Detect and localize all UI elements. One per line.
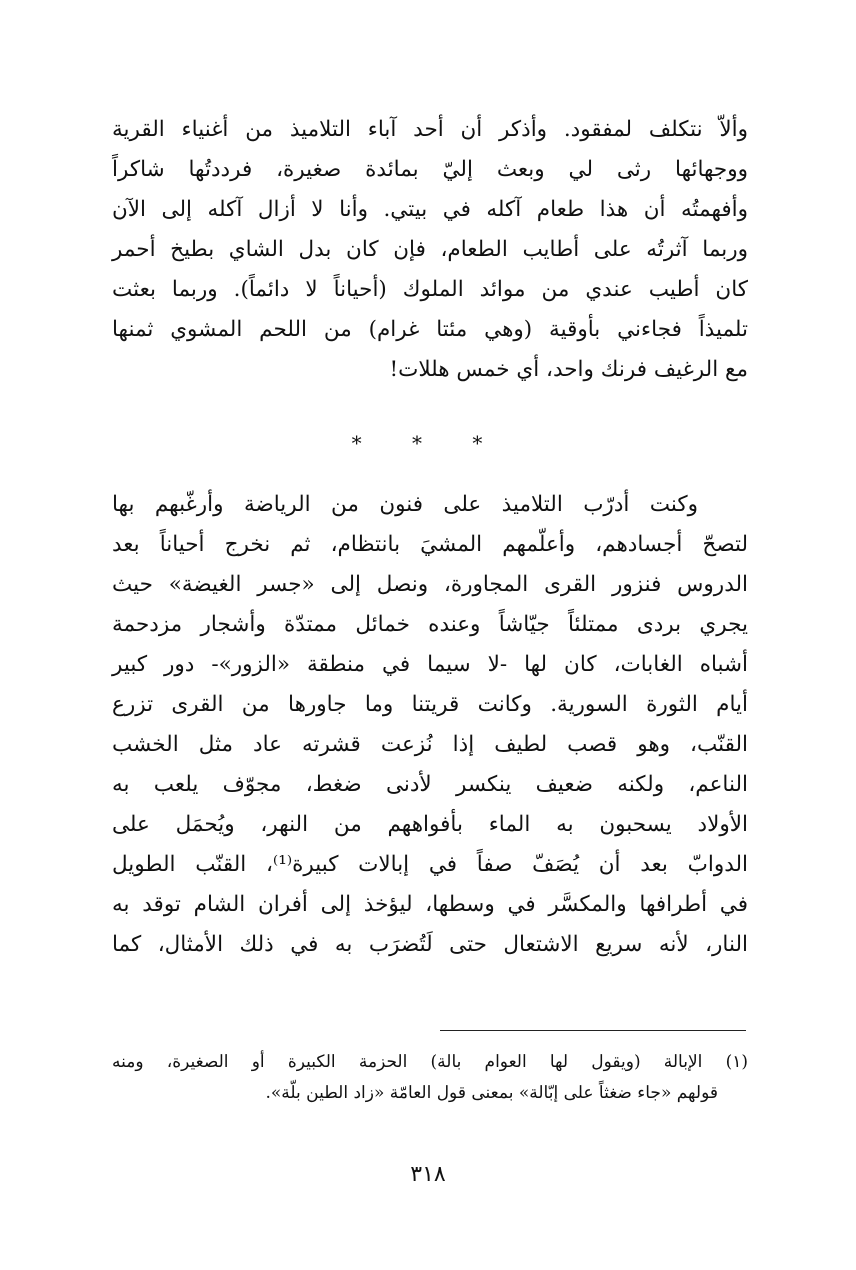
text-line: وكنت أدرّب التلاميذ على فنون من الرياضة وأرغّبهم بها [112, 492, 698, 517]
text-line: في أطرافها والمكسَّر في وسطها، ليؤخذ إلى أفران الشام توقد به [112, 892, 748, 917]
text-line: وأفهمتُه أن هذا طعام آكله في بيتي. وأنا لا أزال آكله إلى الآن [112, 197, 748, 222]
section-separator: * * * [351, 431, 505, 455]
text-line: وربما آثرتُه على أطايب الطعام، فإن كان بدل الشاي بطيخ أحمر [112, 237, 748, 262]
footnote-line: (١) الإبالة (ويقول لها العوام بالة) الحزمة الكبيرة أو الصغيرة، ومنه [112, 1052, 748, 1072]
paragraph-1 [112, 110, 748, 390]
text-line: الدوابّ بعد أن يُصَفّ صفاً في إبالات كبيرة⁽¹⁾، القنّب الطويل [112, 852, 749, 877]
paragraph-2 [112, 485, 748, 965]
text-line: كان أطيب عندي من موائد الملوك (أحياناً لا دائماً). وربما بعثت [112, 277, 748, 302]
text-line: أيام الثورة السورية. وكانت قريتنا وما جاورها من القرى تزرع [112, 692, 748, 717]
text-line: تلميذاً فجاءني بأوقية (وهي مئتا غرام) من اللحم المشوي ثمنها [112, 317, 748, 342]
text-line: مع الرغيف فرنك واحد، أي خمس هللات! [389, 357, 748, 382]
text-line: الدروس فنزور القرى المجاورة، ونصل إلى «جسر الغيضة» حيث [112, 572, 748, 597]
footnote-divider [440, 1030, 746, 1031]
text-line: وألاّ نتكلف لمفقود. وأذكر أن أحد آباء التلاميذ من أغنياء القرية [112, 117, 748, 142]
footnote-line: قولهم «جاء ضغثاً على إبّالة» بمعنى قول العامّة «زاد الطين بلّة». [265, 1083, 718, 1103]
text-line: الناعم، ولكنه ضعيف ينكسر لأدنى ضغط، مجوّف يلعب به [112, 772, 748, 797]
page-number: ٣١٨ [410, 1162, 446, 1187]
text-line: لتصحّ أجسادهم، وأعلّمهم المشيَ بانتظام، ثم نخرج أحياناً بعد [112, 532, 748, 557]
text-line: الأولاد يسحبون به الماء بأفواههم من النهر، ويُحمَل على [112, 812, 748, 837]
footnote [112, 1047, 748, 1109]
text-line: ووجهائها رثى لي وبعث إليّ بمائدة صغيرة، فرددتُها شاكراً [112, 157, 748, 182]
text-line: أشباه الغابات، كان لها -لا سيما في منطقة «الزور»- دور كبير [112, 652, 748, 677]
text-line: يجري بردى ممتلئاً جيّاشاً وعنده خمائل ممتدّة وأشجار مزدحمة [112, 612, 748, 637]
text-line: القنّب، وهو قصب لطيف إذا نُزعت قشرته عاد مثل الخشب [112, 732, 748, 757]
text-line: النار، لأنه سريع الاشتعال حتى لَتُضرَب به في ذلك الأمثال، كما [112, 932, 748, 957]
